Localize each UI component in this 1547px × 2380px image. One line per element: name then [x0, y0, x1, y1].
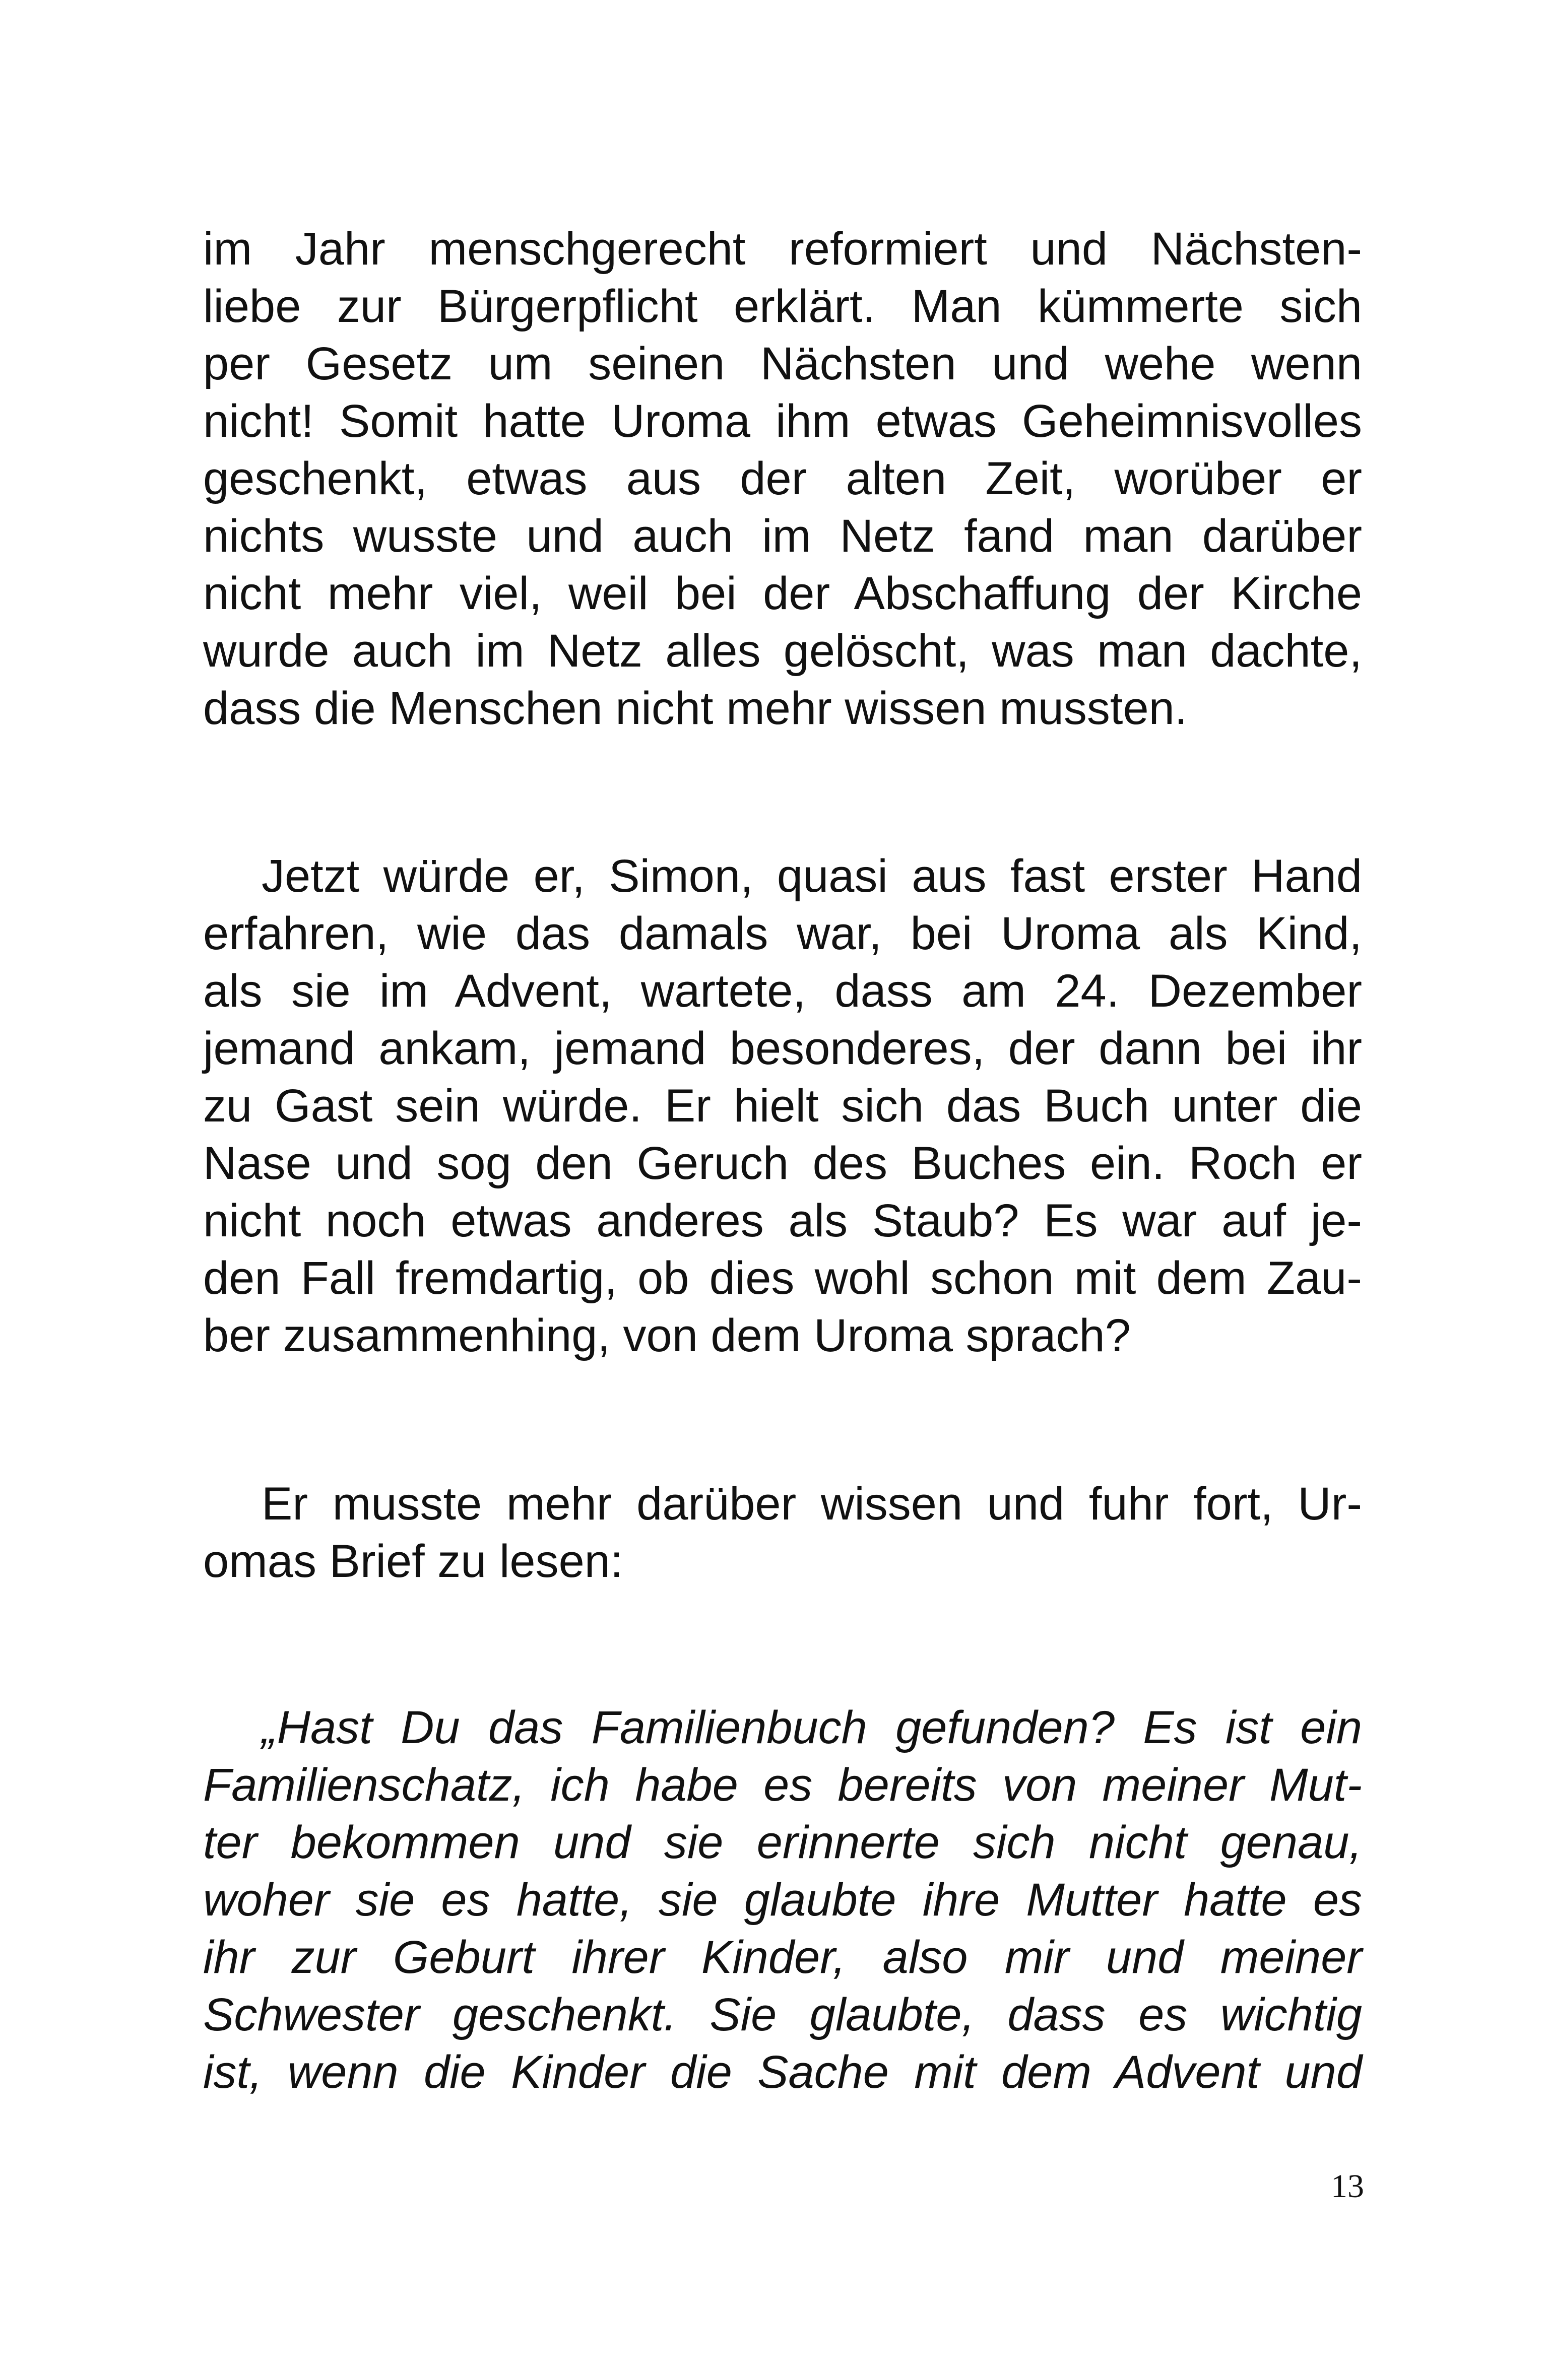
- text-line: woher sie es hatte, sie glaubte ihre Mutter hatte es: [203, 1874, 1362, 1926]
- text-line: Schwester geschenkt. Sie glaubte, dass es wichtig: [203, 1989, 1362, 2040]
- text-line: Nase und sog den Geruch des Buches ein. Roch er: [203, 1138, 1362, 1189]
- text-line: Familienschatz, ich habe es bereits von meiner Mut-: [203, 1759, 1362, 1811]
- text-line: per Gesetz um seinen Nächsten und wehe wenn: [203, 338, 1362, 389]
- text-line: omas Brief zu lesen:: [203, 1536, 623, 1587]
- letter-quote: [203, 1699, 1362, 2101]
- paragraph-2: [203, 847, 1362, 1364]
- text-line: Er musste mehr darüber wissen und fuhr fort, Ur-: [262, 1478, 1362, 1530]
- text-line: geschenkt, etwas aus der alten Zeit, worüber er: [203, 453, 1362, 504]
- text-line: im Jahr menschgerecht reformiert und Nächsten-: [203, 223, 1362, 275]
- text-line: Jetzt würde er, Simon, quasi aus fast erster Hand: [262, 850, 1362, 902]
- text-line: nicht noch etwas anderes als Staub? Es war auf je-: [203, 1195, 1362, 1246]
- text-line: ber zusammenhing, von dem Uroma sprach?: [203, 1310, 1131, 1361]
- text-line: als sie im Advent, wartete, dass am 24. Dezember: [203, 965, 1362, 1017]
- text-line: nicht! Somit hatte Uroma ihm etwas Geheimnisvolles: [203, 395, 1362, 447]
- text-line: „Hast Du das Familienbuch gefunden? Es ist ein: [262, 1702, 1362, 1753]
- text-line: ihr zur Geburt ihrer Kinder, also mir und meiner: [203, 1932, 1362, 1983]
- text-line: wurde auch im Netz alles gelöscht, was man dachte,: [203, 625, 1362, 677]
- text-line: zu Gast sein würde. Er hielt sich das Buch unter die: [203, 1080, 1362, 1132]
- paragraph-1: [203, 220, 1362, 737]
- text-line: erfahren, wie das damals war, bei Uroma als Kind,: [203, 908, 1362, 959]
- text-line: dass die Menschen nicht mehr wissen mussten.: [203, 683, 1188, 734]
- text-line: liebe zur Bürgerpflicht erklärt. Man kümmerte sich: [203, 281, 1362, 332]
- text-line: nichts wusste und auch im Netz fand man darüber: [203, 510, 1362, 562]
- text-line: den Fall fremdartig, ob dies wohl schon mit dem Zau-: [203, 1252, 1362, 1304]
- paragraph-3: [203, 1475, 1362, 1590]
- text-line: nicht mehr viel, weil bei der Abschaffung der Kirche: [203, 568, 1362, 619]
- text-line: ist, wenn die Kinder die Sache mit dem Advent und: [203, 2046, 1362, 2098]
- page-number: 13: [1331, 2168, 1364, 2205]
- text-line: ter bekommen und sie erinnerte sich nicht genau,: [203, 1817, 1362, 1868]
- text-line: jemand ankam, jemand besonderes, der dann bei ihr: [203, 1023, 1362, 1074]
